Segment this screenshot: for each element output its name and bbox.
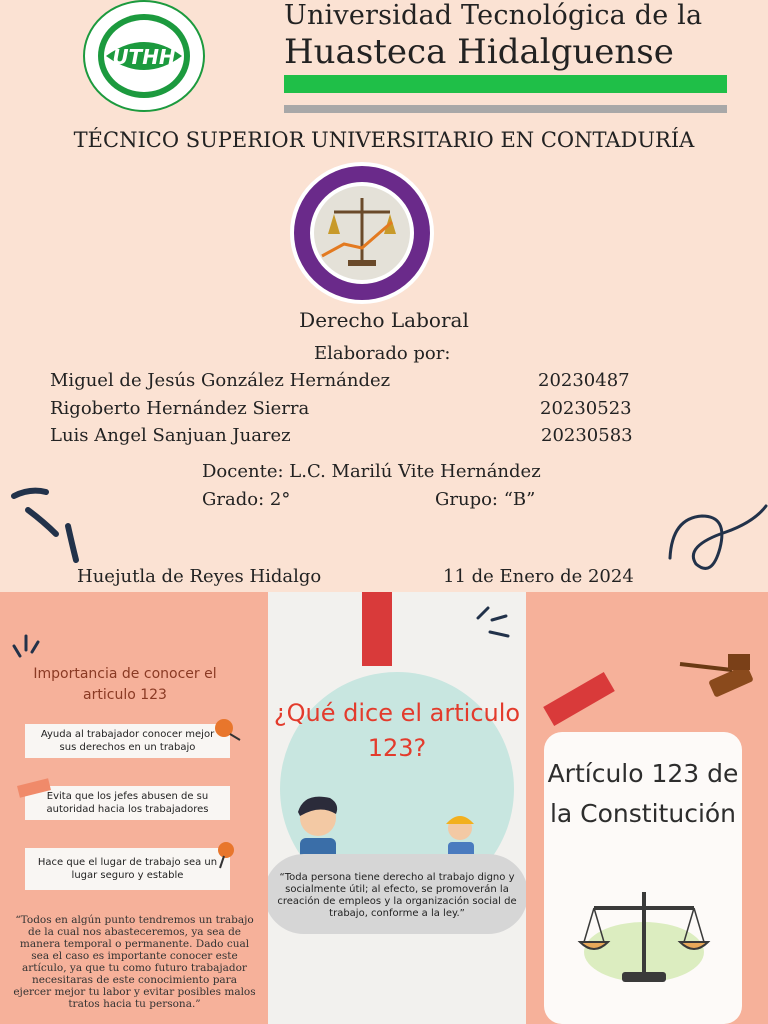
university-name-line1: Universidad Tecnológica de la (284, 0, 703, 31)
triptych-left-panel (0, 592, 268, 1024)
group-label: Grupo: “B” (435, 489, 536, 510)
green-divider (284, 75, 727, 93)
logo-acronym: UTHH (112, 45, 176, 69)
importance-note: Hace que el lugar de trabajo sea un lugar seguro y estable (25, 848, 230, 890)
ribbon-tape (362, 592, 392, 666)
scales-of-justice-icon (572, 886, 716, 990)
pushpin-icon (214, 840, 238, 870)
tape-icon (14, 778, 54, 800)
importance-note: Ayuda al trabajador conocer mejor sus derechos en un trabajo (25, 724, 230, 758)
career-title: TÉCNICO SUPERIOR UNIVERSITARIO EN CONTADURÍA (73, 128, 695, 152)
city-label: Huejutla de Reyes Hidalgo (77, 566, 322, 587)
student-id: 20230523 (540, 398, 632, 419)
grade-label: Grado: 2° (202, 489, 291, 510)
pushpin-icon (212, 716, 242, 742)
accounting-seal (288, 160, 436, 306)
importance-quote: “Todos en algún punto tendremos un trabajo de la cual nos abasteceremos, ya sea de manera temporal o permanente. Dado cual sea el caso es importante conocer este artículo, ya que tu como futuro trabajador necesitaras de este conocimiento para ejercer mejor tu labor y evitar posibles malos tratos hacia tu persona.” (13, 914, 256, 1010)
ribbon-tape (543, 672, 615, 726)
importance-note: Evita que los jefes abusen de su autoridad hacia los trabajadores (25, 786, 230, 820)
article-quote: “Toda persona tiene derecho al trabajo digno y socialmente útil; al efecto, se promoverán la creación de empleos y la organización social de trabajo, conforme a la ley.” (277, 872, 517, 919)
made-by-label: Elaborado por: (314, 343, 451, 364)
student-name: Rigoberto Hernández Sierra (50, 398, 310, 419)
triptych-middle-panel (268, 592, 526, 1024)
importance-title: Importancia de conocer el articulo 123 (33, 666, 217, 703)
student-name: Miguel de Jesús González Hernández (50, 370, 391, 391)
spark-doodle-icon (472, 602, 512, 642)
triptych-right-panel (526, 592, 768, 1024)
student-id: 20230487 (538, 370, 630, 391)
student-name: Luis Angel Sanjuan Juarez (50, 425, 291, 446)
university-name-line2: Huasteca Hidalguense (284, 32, 674, 72)
university-logo (82, 0, 206, 112)
teacher-name: Docente: L.C. Marilú Vite Hernández (202, 461, 541, 482)
question-title: ¿Qué dice el articulo 123? (273, 699, 521, 762)
article-title: Artículo 123 de la Constitución (547, 759, 739, 828)
student-id: 20230583 (541, 425, 633, 446)
gray-divider (284, 105, 727, 113)
dash-doodle-icon (10, 482, 90, 568)
gavel-icon (676, 648, 768, 720)
swirl-doodle-icon (666, 496, 768, 592)
subject-title: Derecho Laboral (299, 308, 469, 332)
date-label: 11 de Enero de 2024 (443, 566, 634, 587)
spark-doodle-icon (10, 632, 44, 658)
